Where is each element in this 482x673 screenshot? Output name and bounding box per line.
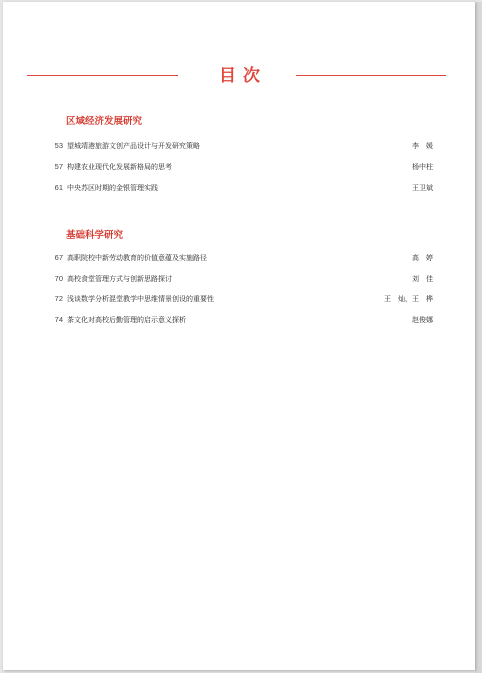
toc-entry-title: 高职院校中新劳动教育的价值意蕴及实施路径 — [67, 254, 207, 262]
toc-entry-author: 赵俊娜 — [412, 316, 433, 324]
toc-entry-page: 74 — [54, 315, 63, 324]
toc-entry-page: 70 — [54, 274, 63, 283]
toc-entry-page: 53 — [54, 141, 63, 150]
toc-entry[interactable] — [41, 161, 433, 173]
toc-entry-author: 王 灿，王 桦 — [384, 295, 433, 303]
page-edge-shadow — [475, 2, 482, 673]
toc-entry-title: 高校食堂管理方式与创新思路探讨 — [67, 275, 172, 283]
toc-entry[interactable] — [41, 182, 433, 194]
toc-entry-page: 72 — [54, 294, 63, 303]
toc-entry[interactable] — [41, 252, 433, 264]
section-heading-basic-science: 基础科学研究 — [66, 230, 124, 241]
toc-entry-author: 刘 佳 — [412, 275, 433, 283]
toc-entry-title: 茶文化对高校后勤管理的启示意义探析 — [67, 316, 186, 324]
toc-entry-page: 57 — [54, 162, 63, 171]
title-rule-left — [27, 75, 178, 76]
toc-entry[interactable] — [41, 273, 433, 285]
toc-entry-author: 王卫斌 — [412, 184, 433, 192]
toc-entry-author: 杨中柱 — [412, 163, 433, 171]
toc-entry-title: 望城靖港旅游文创产品设计与开发研究策略 — [67, 142, 200, 150]
toc-entry[interactable] — [41, 140, 433, 152]
toc-entry-page: 67 — [54, 253, 63, 262]
toc-entry[interactable] — [41, 293, 433, 305]
document-page — [3, 2, 475, 670]
toc-entry-author: 李 媛 — [412, 142, 433, 150]
toc-entry-title: 浅谈数学分析混堂教学中思维情景创设的重要性 — [67, 295, 214, 303]
toc-entry[interactable] — [41, 314, 433, 326]
title-rule-right — [296, 75, 446, 76]
page-title: 目次 — [219, 66, 267, 86]
toc-entry-page: 61 — [54, 183, 63, 192]
toc-entry-title: 构建农业现代化发展新格局的思考 — [67, 163, 172, 171]
toc-entry-title: 中央苏区时期的金银管理实践 — [67, 184, 158, 192]
section-heading-regional-economy: 区域经济发展研究 — [66, 116, 143, 127]
toc-entry-author: 高 婷 — [412, 254, 433, 262]
